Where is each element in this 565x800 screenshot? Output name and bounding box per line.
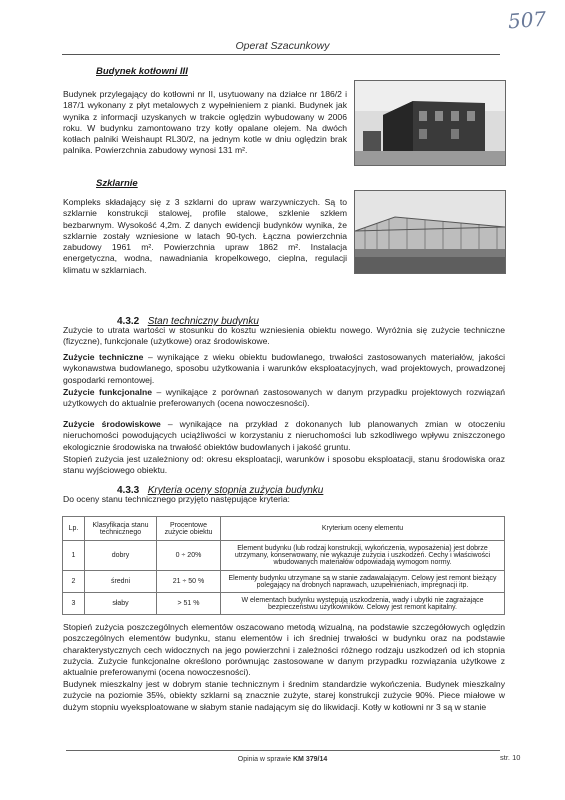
table-header-row [63,517,505,541]
technical-wear-paragraph [63,352,505,386]
table-row [63,541,505,571]
row-lp: 2 [63,571,85,593]
boiler-house-photo [354,80,506,166]
row-lp: 3 [63,593,85,615]
greenhouses-photo [354,190,506,274]
row-criterion: W elementach budynku występują uszkodzenia, wady i ubytki nie zagrażające bezpieczeństwu użytkowników. Celowy jest remont kapitalny. [221,593,505,615]
table-row [63,571,505,593]
environmental-wear-text: – wynikające na przykład z dokonanych lub planowanych zmian w otoczeniu nieruchomości powodujących uciążliwości w korzystaniu z nieruchomości lub szkodliwego wpływu zniszczonego ekologicznie środowiska na trwałość obiektów budowlanych i jakość gruntu. [63,419,505,452]
greenhouses-title: Szklarnie [96,178,138,189]
col-header-criterion: Kryterium oceny elementu [221,517,505,541]
assessment-method-paragraph: Stopień zużycia poszczególnych elementów oszacowano metodą wizualną, na podstawie szczegółowych oględzin poszczególnych elementów budynku, stanu elementów i ich średniej trwałości w budynku oraz na podstawie charakterystycznych cech widocznych na jego powierzchni i zależności różnego rodzaju uszkodzeń od ich stopnia zużycia. Zużycie funkcjonalne określono porównując zastosowane w danym przypadku rozwiązania użytkowe z aktualnie preferowanymi (ocena nowoczesności). [63,622,505,678]
col-header-percent: Procentowe zużycie obiektu [157,517,221,541]
greenhouses-photo-image [355,191,505,273]
row-classification: średni [85,571,157,593]
greenhouses-description: Kompleks składający się z 3 szklarni do upraw warzywniczych. Są to szklarnie konstrukcji stalowej, profile stalowe, szklenie szkłem bezbarwnym. Wysokość 4,2m. Z danych ewidencji budynków wynika, że szklarnie zostały wzniesione w latach 90-tych. Łączna powierzchnia zabudowy 1961 m². Powierzchnia upraw 1862 m². Instalacja energetyczna, wodna, nawadniania kropelkowego, cieplna, regulacji klimatu w szklarniach. [63,197,347,275]
functional-wear-paragraph [63,387,505,410]
environmental-wear-paragraph [63,419,505,453]
footer-case-number: KM 379/14 [293,756,328,763]
building-condition-paragraph: Budynek mieszkalny jest w dobrym stanie technicznym i średnim standardzie wykończenia. Budynek mieszkalny zużycie na poziomie 35%, obiekty szklarni są znacznie zużyte, starej konstrukcji zużycie 90%. Piece miałowe w dużym stopniu wyeksploatowane w słabym stanie nadającym się do likwidacji. Kotły w kotłowni nr 3 są w stanie [63,679,505,712]
footer-divider [66,750,500,751]
section-432-number: 4.3.2 [117,316,140,327]
wear-dependency-paragraph: Stopień zużycia jest uzależniony od: okresu eksploatacji, warunków i sposobu eksploatacji, stanu środowiska oraz stanu wyjściowego obiektu. [63,454,505,476]
col-header-classification: Klasyfikacja stanu technicznego [85,517,157,541]
row-percent: 0 ÷ 20% [157,541,221,571]
wear-criteria-table [62,516,505,615]
row-criterion: Elementy budynku utrzymane są w stanie zadawalającym. Celowy jest remont bieżący polegający na drobnych naprawach, uzupełnieniach, impregnacji itp. [221,571,505,593]
row-classification: dobry [85,541,157,571]
section-433-title: Kryteria oceny stopnia zużycia budynku [147,485,324,496]
boiler-house-description: Budynek przylegający do kotłowni nr II, usytuowany na działce nr 186/2 i 187/1 wykonany z płyt metalowych z wypełnieniem z pianki. Budynek jak wynika z informacji uzyskanych w trakcie oględzin wybudowany w 2006 roku. W budynku zamontowano trzy kotły opalane olejem. Na dwóch kotłach palniki Weishaupt RL30/2, na jednym kotle w dniu oględzin brak palnika. Powierzchnia zabudowy wynosi 131 m². [63,89,347,156]
footer-case-reference [0,756,565,763]
environmental-wear-term: Zużycie środowiskowe [63,419,161,429]
header-divider [62,54,500,55]
technical-wear-term: Zużycie techniczne [63,352,144,362]
row-criterion: Element budynku (lub rodzaj konstrukcji, wykończenia, wyposażenia) jest dobrze utrzymany, konserwowany, nie wykazuje zużycia i uszkodzeń. Cechy i właściwości wbudowanych materiałów odpowiadają wymogom normy. [221,541,505,571]
col-header-lp: Lp. [63,517,85,541]
document-header-title: Operat Szacunkowy [235,40,330,52]
functional-wear-text: – wynikające z porównań zastosowanych w danym przypadku projektowych rozwiązań użytkowych do aktualnie preferowanych (ocena nowoczesności). [63,387,505,409]
row-percent: 21 ÷ 50 % [157,571,221,593]
table-row [63,593,505,615]
section-432-intro: Zużycie to utrata wartości w stosunku do kosztu wzniesienia obiektu nowego. Wyróżnia się zużycie techniczne (fizyczne), funkcjonale (użytkowe) oraz środowiskowe. [63,325,505,347]
row-lp: 1 [63,541,85,571]
section-432-title: Stan techniczny budynku [147,316,259,327]
section-433-number: 4.3.3 [117,485,140,496]
handwritten-page-note: 507 [507,6,547,34]
functional-wear-term: Zużycie funkcjonalne [63,387,153,397]
row-percent: > 51 % [157,593,221,615]
boiler-house-photo-image [355,81,505,165]
section-433-intro: Do oceny stanu technicznego przyjęto następujące kryteria: [63,494,290,504]
row-classification: słaby [85,593,157,615]
footer-prefix: Opinia w sprawie [237,756,293,763]
technical-wear-text: – wynikające z wieku obiektu budowlanego, trwałości zastosowanych materiałów, jakości wykonawstwa budowlanego, sposobu użytkowania i warunków eksploatacyjnych, wad projektowych, prowadzonej gospodarki remontowej. [63,352,505,385]
page-number: str. 10 [500,753,521,762]
boiler-house-title: Budynek kotłowni III [96,66,188,77]
